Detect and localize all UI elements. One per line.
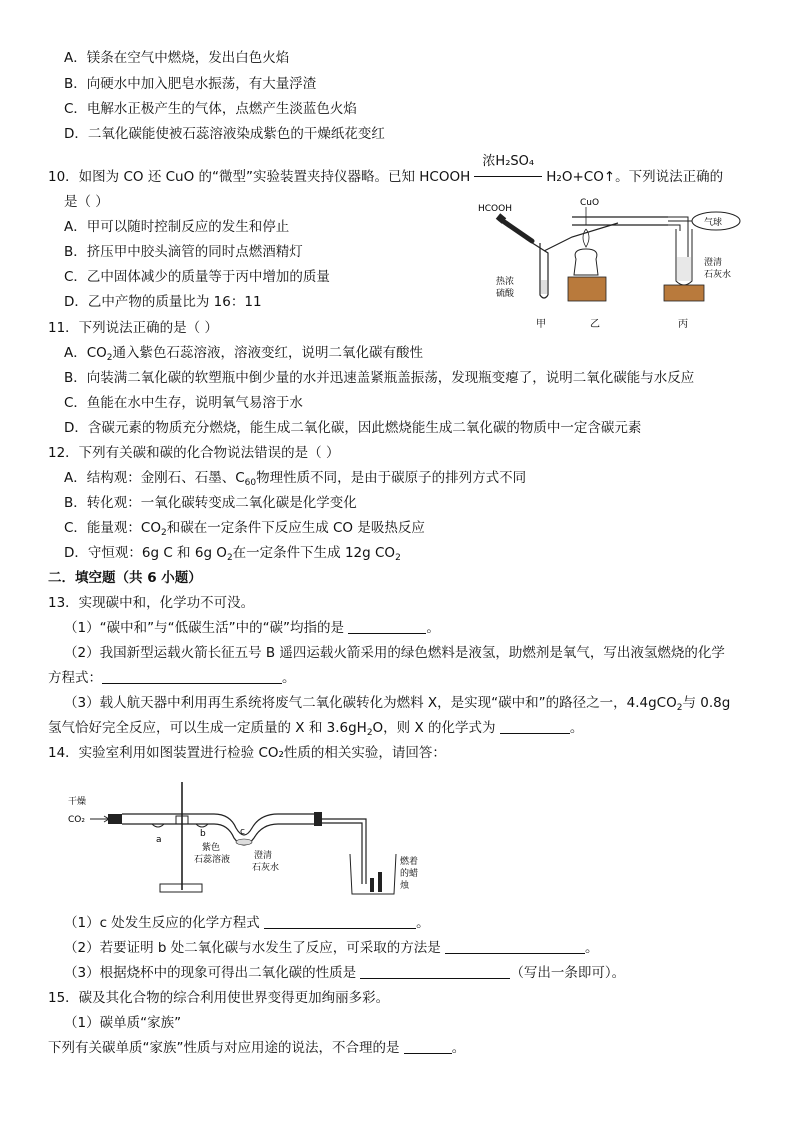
label-lime-2: 石灰水 <box>704 270 732 280</box>
q11-option-d: D．含碳元素的物质充分燃烧，能生成二氧化碳，因此燃烧能生成二氧化碳的物质中一定含碳元素 <box>64 420 642 436</box>
label-litmus-2: 石蕊溶液 <box>194 855 231 865</box>
label-balloon: 气球 <box>704 218 723 228</box>
q11-option-b: B．向装满二氧化碳的软塑瓶中倒少量的水并迅速盖紧瓶盖振荡，发现瓶变瘪了，说明二氧化碳能与水反应 <box>64 370 695 386</box>
label-lime-2: 石灰水 <box>252 863 280 873</box>
q10-option-a: A．甲可以随时控制反应的发生和停止 <box>64 219 290 235</box>
q13-part2: （2）我国新型运载火箭长征五号 B 遥四运载火箭采用的绿色燃料是液氢，助燃剂是氧气，写出液氢燃烧的化学 <box>64 645 725 661</box>
label-cuo: CuO <box>580 198 600 208</box>
q10-option-c: C．乙中固体减少的质量等于丙中增加的质量 <box>64 269 330 285</box>
answer-blank[interactable] <box>404 1039 452 1054</box>
label-b: b <box>200 829 206 839</box>
q14-part3: （3）根据烧杯中的现象可得出二氧化碳的性质是 （写出一条即可）。 <box>64 965 626 981</box>
q10-option-d: D．乙中产物的质量比为 16：11 <box>64 294 262 310</box>
q13-part3-cont: 氢气恰好完全反应，可以生成一定质量的 X 和 $3.6gH_2O$，则 X 的化学式为 。 <box>48 720 584 738</box>
label-lime-1: 澄清 <box>254 851 273 861</box>
label-yi: 乙 <box>590 319 600 330</box>
q13-part3: （3）载人航天器中利用再生系统将废气二氧化碳转化为燃料 X，是实现“碳中和”的路径之一，4.4gCO$_2$与 0.8g <box>64 695 731 713</box>
q12-option-d: D．守恒观：6g C 和 6g $O_2$在一定条件下生成 12g $CO_2$ <box>64 545 401 563</box>
reaction-condition: 浓H₂SO₄ <box>482 154 535 169</box>
reaction-arrow <box>474 154 542 186</box>
label-litmus-1: 紫色 <box>202 843 221 853</box>
answer-blank[interactable] <box>445 939 585 954</box>
q14-stem: 14．实验室利用如图装置进行检验 CO₂性质的相关实验，请回答： <box>48 745 446 761</box>
q13-part1: （1）“碳中和”与“低碳生活”中的“碳”均指的是 。 <box>64 620 440 636</box>
answer-blank[interactable] <box>348 619 426 634</box>
label-c: c <box>240 827 245 837</box>
label-candle-2: 的蜡 <box>400 869 419 879</box>
q11-option-a: A．$CO_2$通入紫色石蕊溶液，溶液变红，说明二氧化碳有酸性 <box>64 345 424 363</box>
q12-option-b: B．转化观：一氧化碳转变成二氧化碳是化学变化 <box>64 495 357 511</box>
q9-option-b: B．向硬水中加入肥皂水振荡，有大量浮渣 <box>64 76 317 92</box>
label-acid-1: 热浓 <box>496 277 515 287</box>
q13-stem: 13．实现碳中和，化学功不可没。 <box>48 595 255 611</box>
label-jia: 甲 <box>536 319 546 330</box>
q12-option-a: A．结构观：金刚石、石墨、$C_{60}$物理性质不同，是由于碳原子的排列方式不同 <box>64 470 527 488</box>
q11-option-c: C．鱼能在水中生存，说明氧气易溶于水 <box>64 395 303 411</box>
answer-blank[interactable] <box>500 719 570 734</box>
label-dry: 干燥 <box>68 797 87 807</box>
label-acid-2: 硫酸 <box>496 289 515 299</box>
q9-option-c: C．电解水正极产生的气体，点燃产生淡蓝色火焰 <box>64 101 357 117</box>
q15-stem: 15．碳及其化合物的综合利用使世界变得更加绚丽多彩。 <box>48 990 390 1006</box>
q10-option-b: B．挤压甲中胶头滴管的同时点燃酒精灯 <box>64 244 303 260</box>
q14-part1: （1）c 处发生反应的化学方程式 。 <box>64 915 430 931</box>
label-a: a <box>156 835 162 845</box>
label-lime-1: 澄清 <box>704 258 723 268</box>
q14-apparatus-figure <box>64 772 424 902</box>
q12-stem: 12．下列有关碳和碳的化合物说法错误的是（ ） <box>48 445 340 461</box>
q9-option-a: A．镁条在空气中燃烧，发出白色火焰 <box>64 50 290 66</box>
answer-blank[interactable] <box>102 669 282 684</box>
q9-option-d: D．二氧化碳能使被石蕊溶液染成紫色的干燥纸花变红 <box>64 126 385 142</box>
q10-stem-cont: 是（ ） <box>64 194 109 210</box>
q14-part2: （2）若要证明 b 处二氧化碳与水发生了反应，可采取的方法是 。 <box>64 940 599 956</box>
answer-blank[interactable] <box>360 964 510 979</box>
label-hcooh: HCOOH <box>478 204 512 214</box>
q15-part1-question: 下列有关碳单质“家族”性质与对应用途的说法，不合理的是 。 <box>48 1040 466 1056</box>
q10-apparatus-figure <box>468 195 748 335</box>
label-candle-1: 燃着 <box>400 857 419 867</box>
answer-blank[interactable] <box>264 914 416 929</box>
label-candle-3: 烛 <box>400 881 410 891</box>
section-title: 二．填空题（共 6 小题） <box>48 570 202 586</box>
label-bing: 丙 <box>678 319 688 330</box>
q11-stem: 11．下列说法正确的是（ ） <box>48 320 218 336</box>
q12-option-c: C．能量观：$CO_2$和碳在一定条件下反应生成 CO 是吸热反应 <box>64 520 425 538</box>
q13-part2-cont: 方程式： 。 <box>48 670 296 686</box>
label-co2: CO₂ <box>68 815 85 825</box>
q10-stem: 10．如图为 CO 还 CuO 的“微型”实验装置夹持仪器略。已知 HCOOH 浓H₂SO₄ H₂O+CO↑。下列说法正确的 <box>48 154 724 185</box>
q15-part1: （1）碳单质“家族” <box>64 1015 182 1031</box>
